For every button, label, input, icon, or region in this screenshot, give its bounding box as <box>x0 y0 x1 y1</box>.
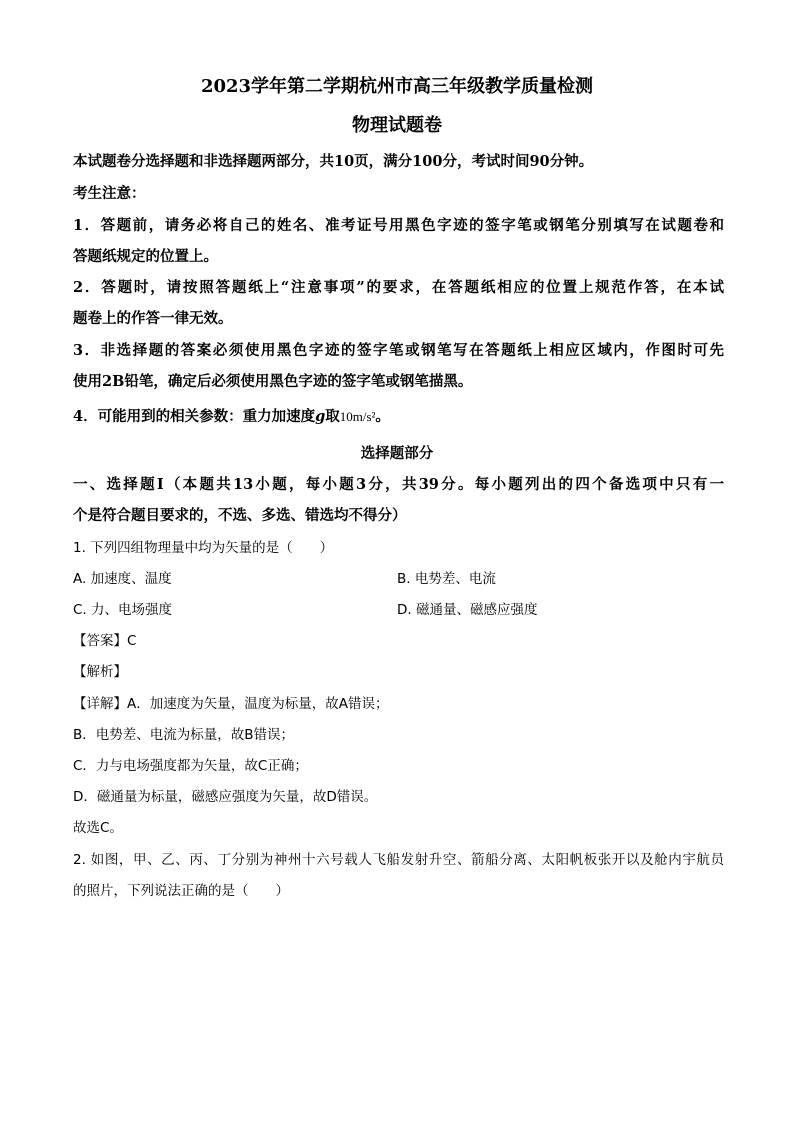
q1-detail-line: 【详解】A．加速度为矢量，温度为标量，故A错误； <box>73 696 389 712</box>
part1-line-1: 一、选择题Ⅰ（本题共13小题，每小题3分，共39分。每小题列出的四个备选项中只有一 <box>73 476 724 493</box>
section-title: 选择题部分 <box>360 445 434 462</box>
q1-stem: 1. 下列四组物理量中均为矢量的是（ ） <box>73 540 334 556</box>
notice-4-prefix: 4．可能用到的相关参数：重力加速度 <box>73 408 316 425</box>
intro-text: 本试题卷分选择题和非选择题两部分，共10页，满分100分，考试时间90分钟。 <box>73 153 594 170</box>
gravity-symbol: g <box>315 408 326 425</box>
q1-detail-line: B．电势差、电流为标量，故B错误； <box>73 727 295 743</box>
q1-option-c: C. 力、电场强度 <box>73 602 173 618</box>
q2-stem-line-1: 2. 如图，甲、乙、丙、丁分别为神州十六号载人飞船发射升空、箭船分离、太阳帆板张开以及舱内宇航员 <box>73 852 724 868</box>
page-title: 2023学年第二学期杭州市高三年级教学质量检测 <box>200 76 594 97</box>
q1-option-b: B. 电势差、电流 <box>397 571 496 587</box>
notice-4-suffix: 。 <box>375 408 390 425</box>
notice-3-line-1: 3．非选择题的答案必须使用黑色字迹的签字笔或钢笔写在答题纸上相应区域内，作图时可先 <box>73 342 724 359</box>
notice-3-line-2: 使用2B铅笔，确定后必须使用黑色字迹的签字笔或钢笔描黑。 <box>73 373 473 390</box>
q1-answer: 【答案】C <box>73 633 137 649</box>
part1-line-2: 个是符合题目要求的，不选、多选、错选均不得分） <box>73 507 407 524</box>
notice-1-line-1: 1．答题前，请务必将自己的姓名、准考证号用黑色字迹的签字笔或钢笔分别填写在试题卷和 <box>73 217 724 234</box>
notice-1-line-2: 答题纸规定的位置上。 <box>73 248 218 265</box>
q1-option-d: D. 磁通量、磁感应强度 <box>397 602 538 618</box>
notice-4 <box>73 405 724 426</box>
notice-2-line-1: 2．答题时，请按照答题纸上“注意事项”的要求，在答题纸相应的位置上规范作答，在本试 <box>73 279 724 296</box>
gravity-value: 10m/s² <box>339 409 376 424</box>
notice-heading: 考生注意： <box>73 185 146 202</box>
page-subtitle: 物理试题卷 <box>352 115 442 136</box>
q1-detail-line: C．力与电场强度都为矢量，故C正确； <box>73 758 308 774</box>
q1-analysis-label: 【解析】 <box>73 664 127 680</box>
q1-detail-line: D．磁通量为标量，磁感应强度为矢量，故D错误。 <box>73 789 378 805</box>
notice-4-mid: 取 <box>325 408 340 425</box>
q2-stem-line-2: 的照片，下列说法正确的是（ ） <box>73 883 289 899</box>
q1-option-a: A. 加速度、温度 <box>73 571 172 587</box>
q1-conclusion: 故选C。 <box>73 820 123 836</box>
notice-2-line-2: 题卷上的作答一律无效。 <box>73 310 233 327</box>
